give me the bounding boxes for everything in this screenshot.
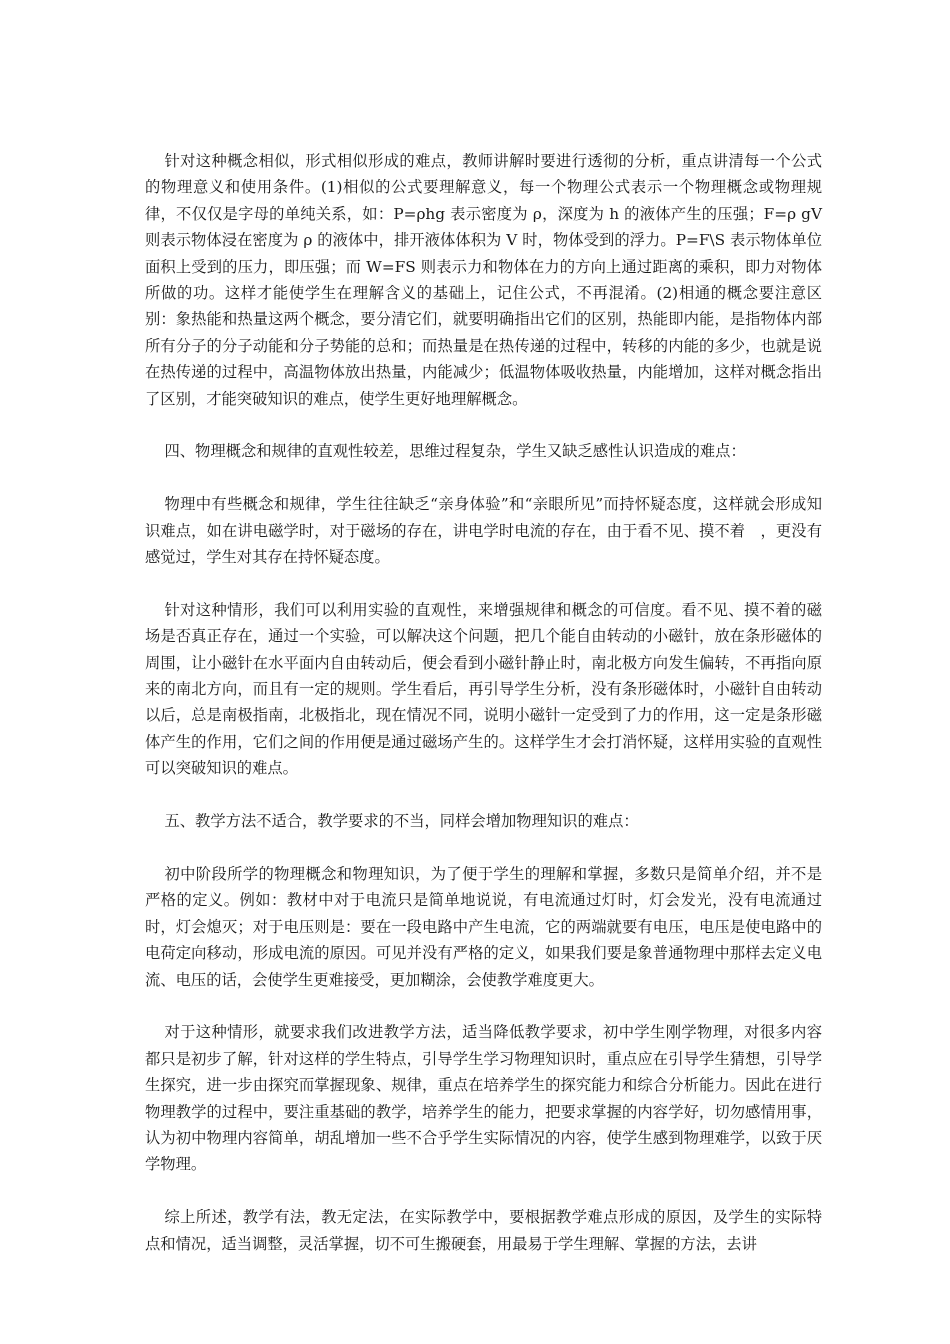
paragraph-lack-of-perception: 物理中有些概念和规律，学生往往缺乏“亲身体验”和“亲眼所见”而持怀疑态度，这样就会形成知识难点，如在讲电磁学时，对于磁场的存在，讲电学时电流的存在，由于看不见、摸不着 ，更没有感觉过，学生对其存在持怀疑态度。	[145, 495, 822, 567]
document-body	[145, 148, 827, 1257]
paragraph-formula-analysis: 针对这种概念相似，形式相似形成的难点，教师讲解时要进行透彻的分析，重点讲清每一个公式的物理意义和使用条件。(1)相似的公式要理解意义，每一个物理公式表示一个物理概念或物理规律，不仅仅是字母的单纯关系，如：P=ρhg 表示密度为 ρ，深度为 h 的液体产生的压强；F=ρ gV 则表示物体浸在密度为 ρ 的液体中，排开液体体积为 V 时，物体受到的浮力。P=F\S 表示物体单位面积上受到的压力，即压强；而 W=FS 则表示力和物体在力的方向上通过距离的乘积，即力对物体所做的功。这样才能使学生在理解含义的基础上，记住公式，不再混淆。(2)相通的概念要注意区别：象热能和热量这两个概念，要分清它们，就要明确指出它们的区别，热能即内能，是指物体内部所有分子的分子动能和分子势能的总和；而热量是在热传递的过程中，转移的内能的多少，也就是说在热传递的过程中，高温物体放出热量，内能减少；低温物体吸收热量，内能增加，这样对概念指出了区别，才能突破知识的难点，使学生更好地理解概念。	[145, 152, 827, 408]
paragraph-junior-concepts: 初中阶段所学的物理概念和物理知识，为了便于学生的理解和掌握，多数只是简单介绍，并不是严格的定义。例如：教材中对于电流只是简单地说说，有电流通过灯时，灯会发光，没有电流通过时，灯会熄灭；对于电压则是：要在一段电路中产生电流，它的两端就要有电压，电压是使电路中的电荷定向移动，形成电流的原因。可见并没有严格的定义，如果我们要是象普通物理中那样去定义电流、电压的话，会使学生更难接受，更加糊涂，会使教学难度更大。	[145, 864, 822, 989]
section-heading-four: 四、物理概念和规律的直观性较差，思维过程复杂，学生又缺乏感性认识造成的难点：	[164, 442, 746, 461]
section-heading-five: 五、教学方法不适合，教学要求的不当，同样会增加物理知识的难点：	[164, 812, 639, 831]
paragraph-improve-method: 对于这种情形，就要求我们改进教学方法，适当降低教学要求，初中学生刚学物理，对很多内容都只是初步了解，针对这样的学生特点，引导学生学习物理知识时，重点应在引导学生猜想，引导学生探究，进一步由探究而掌握现象、规律，重点在培养学生的探究能力和综合分析能力。因此在进行物理教学的过程中，要注重基础的教学，培养学生的能力，把要求掌握的内容学好，切勿感情用事，认为初中物理内容简单，胡乱增加一些不合乎学生实际情况的内容，使学生感到物理难学，以致于厌学物理。	[145, 1023, 822, 1174]
paragraph-conclusion: 综上所述，教学有法，教无定法，在实际教学中，要根据教学难点形成的原因，及学生的实际特点和情况，适当调整，灵活掌握，切不可生搬硬套，用最易于学生理解、掌握的方法，去讲	[145, 1208, 822, 1253]
paragraph-experiment-method: 针对这种情形，我们可以利用实验的直观性，来增强规律和概念的可信度。看不见、摸不着的磁场是否真正存在，通过一个实验，可以解决这个问题，把几个能自由转动的小磁针，放在条形磁体的周围，让小磁针在水平面内自由转动后，便会看到小磁针静止时，南北极方向发生偏转，不再指向原来的南北方向，而且有一定的规则。学生看后，再引导学生分析，没有条形磁体时，小磁针自由转动以后，总是南极指南，北极指北，现在情况不同，说明小磁针一定受到了力的作用，这一定是条形磁体产生的作用，它们之间的作用便是通过磁场产生的。这样学生才会打消怀疑，这样用实验的直观性可以突破知识的难点。	[145, 600, 822, 778]
